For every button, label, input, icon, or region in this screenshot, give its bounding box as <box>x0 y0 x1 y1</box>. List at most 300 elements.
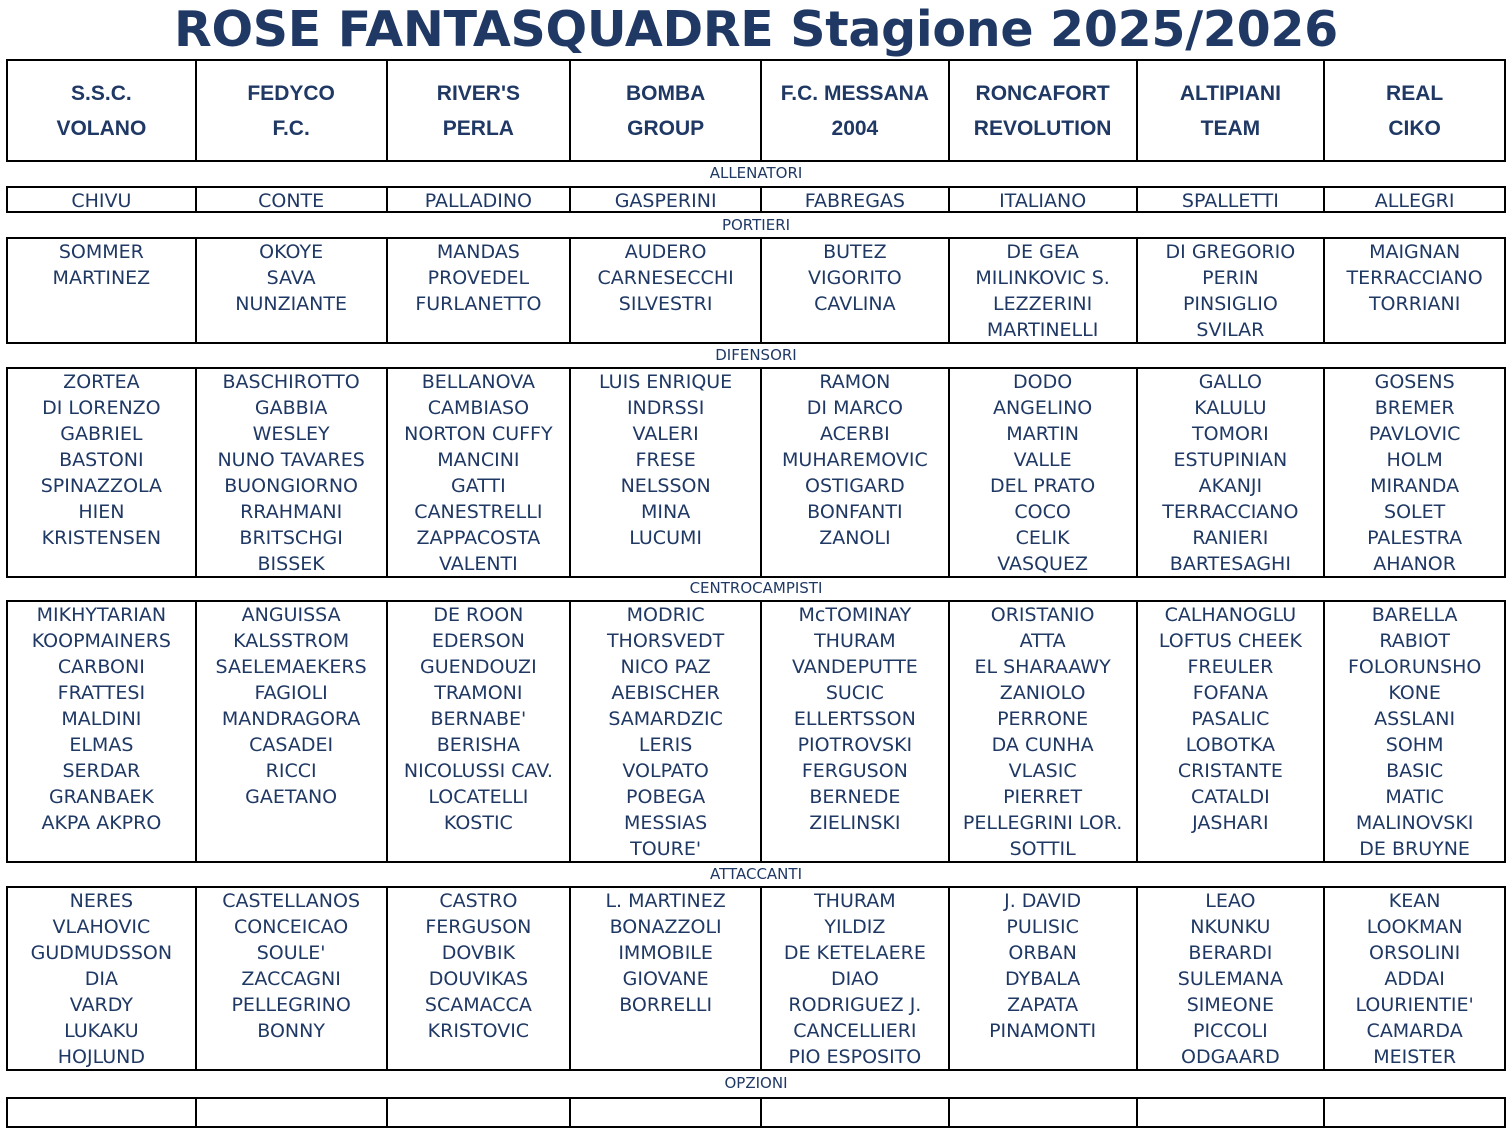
player-name: LUKAKU <box>64 1020 139 1042</box>
team-header-cell <box>950 61 1138 160</box>
player-name: MIRANDA <box>1370 475 1460 497</box>
section-label-opzioni: OPZIONI <box>724 1074 788 1092</box>
player-name: TERRACCIANO <box>1162 501 1299 523</box>
player-name: HOLM <box>1386 449 1443 471</box>
portieri-team-cell <box>1138 239 1326 342</box>
coach-name: CONTE <box>258 190 325 211</box>
team-name-line-2: TEAM <box>1200 116 1261 140</box>
coach-name: FABREGAS <box>804 190 905 211</box>
team-name-line-1: FEDYCO <box>247 81 335 105</box>
player-name: TOMORI <box>1192 423 1269 445</box>
attaccanti-team-cell <box>571 888 762 1069</box>
player-name: VALERI <box>632 423 699 445</box>
player-name: BASTONI <box>59 449 144 471</box>
team-header-cell <box>197 61 388 160</box>
team-name-line-2: F.C. <box>272 116 310 140</box>
difensori-team-cell <box>950 369 1138 576</box>
player-name: CAMARDA <box>1366 1020 1463 1042</box>
player-name: CARBONI <box>57 656 145 678</box>
player-name: MARTINEZ <box>52 267 151 289</box>
player-name: THURAM <box>814 630 896 652</box>
player-name: GUENDOUZI <box>420 656 537 678</box>
player-name: FOFANA <box>1192 682 1269 704</box>
player-name: OSTIGARD <box>804 475 905 497</box>
player-name: BERARDI <box>1188 942 1273 964</box>
player-name: LEZZERINI <box>993 293 1093 315</box>
centrocampisti-team-cell <box>1138 602 1326 861</box>
player-name: FAGIOLI <box>254 682 328 704</box>
player-name: MANDAS <box>436 241 520 263</box>
player-name: MINA <box>641 501 691 523</box>
player-name: DOUVIKAS <box>428 968 529 990</box>
section-difensori <box>6 367 1506 578</box>
player-name: ORISTANIO <box>990 604 1095 626</box>
player-name: FURLANETTO <box>415 293 542 315</box>
section-portieri <box>6 237 1506 344</box>
player-name: DYBALA <box>1005 968 1081 990</box>
player-name: VOLPATO <box>622 760 709 782</box>
player-name: PIERRET <box>1003 786 1083 808</box>
player-name: SOHM <box>1385 734 1444 756</box>
player-name: SIMEONE <box>1186 994 1274 1016</box>
player-name: TRAMONI <box>434 682 523 704</box>
team-header-row <box>6 59 1506 162</box>
portieri-team-cell <box>571 239 762 342</box>
allenatori-team-cell <box>1325 188 1506 211</box>
portieri-team-cell <box>8 239 197 342</box>
opzioni-team-cell <box>197 1099 388 1126</box>
player-name: KALSSTROM <box>233 630 350 652</box>
player-name: DE ROON <box>433 604 524 626</box>
section-centrocampisti <box>6 600 1506 863</box>
allenatori-team-cell <box>8 188 197 211</box>
portieri-team-cell <box>388 239 572 342</box>
player-name: LOCATELLI <box>428 786 529 808</box>
attaccanti-team-cell <box>1138 888 1326 1069</box>
player-name: MANDRAGORA <box>221 708 361 730</box>
portieri-team-cell <box>197 239 388 342</box>
player-name: DI LORENZO <box>42 397 161 419</box>
player-name: NUNO TAVARES <box>217 449 365 471</box>
player-name: NUNZIANTE <box>235 293 348 315</box>
difensori-team-cell <box>388 369 572 576</box>
player-name: BERNEDE <box>809 786 901 808</box>
player-name: CARNESECCHI <box>597 267 734 289</box>
player-name: McTOMINAY <box>798 604 912 626</box>
player-name: MUHAREMOVIC <box>782 449 928 471</box>
player-name: AHANOR <box>1373 553 1456 575</box>
player-name: AUDERO <box>624 241 707 263</box>
player-name: ACERBI <box>819 423 890 445</box>
player-name: HIEN <box>78 501 125 523</box>
difensori-team-cell <box>1138 369 1326 576</box>
team-name-line-1: REAL <box>1386 81 1444 105</box>
section-label-difensori: DIFENSORI <box>715 346 797 364</box>
player-name: SERDAR <box>62 760 141 782</box>
player-name: CELIK <box>1015 527 1070 549</box>
player-name: SILVESTRI <box>618 293 713 315</box>
section-allenatori <box>6 186 1506 213</box>
player-name: RABIOT <box>1379 630 1450 652</box>
player-name: KOOPMAINERS <box>31 630 171 652</box>
player-name: ORBAN <box>1008 942 1077 964</box>
player-name: ZANIOLO <box>999 682 1086 704</box>
player-name: DI MARCO <box>806 397 903 419</box>
opzioni-team-cell <box>571 1099 762 1126</box>
portieri-team-cell <box>1325 239 1506 342</box>
player-name: HOJLUND <box>57 1046 145 1068</box>
player-name: ELLERTSSON <box>793 708 916 730</box>
player-name: FOLORUNSHO <box>1347 656 1482 678</box>
player-name: RANIERI <box>1192 527 1269 549</box>
player-name: VALLE <box>1013 449 1072 471</box>
player-name: TOURE' <box>630 838 702 860</box>
player-name: ZORTEA <box>63 371 140 393</box>
coach-name: ALLEGRI <box>1374 190 1455 211</box>
player-name: BUTEZ <box>823 241 887 263</box>
player-name: NICOLUSSI CAV. <box>403 760 553 782</box>
team-name-line-1: S.S.C. <box>71 81 132 105</box>
player-name: PINAMONTI <box>989 1020 1097 1042</box>
portieri-team-cell <box>950 239 1138 342</box>
player-name: MALINOVSKI <box>1355 812 1474 834</box>
player-name: KRISTENSEN <box>41 527 162 549</box>
player-name: PALESTRA <box>1367 527 1463 549</box>
player-name: BASCHIROTTO <box>222 371 360 393</box>
section-label-allenatori: ALLENATORI <box>709 164 803 182</box>
player-name: OKOYE <box>259 241 324 263</box>
player-name: TERRACCIANO <box>1346 267 1483 289</box>
player-name: LOOKMAN <box>1366 916 1463 938</box>
player-name: BONNY <box>257 1020 325 1042</box>
player-name: SAMARDZIC <box>608 708 723 730</box>
player-name: J. DAVID <box>1004 890 1082 912</box>
player-name: LOBOTKA <box>1185 734 1275 756</box>
section-opzioni <box>6 1097 1506 1128</box>
player-name: EL SHARAAWY <box>974 656 1111 678</box>
player-name: FRESE <box>635 449 696 471</box>
player-name: LERIS <box>638 734 693 756</box>
player-name: ADDAI <box>1384 968 1445 990</box>
player-name: BARELLA <box>1371 604 1458 626</box>
attaccanti-team-cell <box>388 888 572 1069</box>
player-name: BERISHA <box>436 734 520 756</box>
difensori-team-cell <box>762 369 950 576</box>
player-name: NKUNKU <box>1190 916 1271 938</box>
team-name-line-2: REVOLUTION <box>973 116 1112 140</box>
opzioni-team-cell <box>1138 1099 1326 1126</box>
centrocampisti-team-cell <box>762 602 950 861</box>
player-name: CAVLINA <box>814 293 896 315</box>
player-name: ANGELINO <box>992 397 1093 419</box>
player-name: PICCOLI <box>1193 1020 1268 1042</box>
team-name-line-1: BOMBA <box>625 81 706 105</box>
player-name: ATTA <box>1019 630 1066 652</box>
player-name: PELLEGRINI LOR. <box>962 812 1123 834</box>
player-name: ODGAARD <box>1181 1046 1280 1068</box>
player-name: GABRIEL <box>60 423 143 445</box>
player-name: POBEGA <box>626 786 706 808</box>
team-name-line-1: F.C. MESSANA <box>780 81 929 105</box>
player-name: NICO PAZ <box>620 656 711 678</box>
difensori-team-cell <box>1325 369 1506 576</box>
player-name: NORTON CUFFY <box>404 423 553 445</box>
player-name: GAETANO <box>245 786 338 808</box>
page-title: ROSE FANTASQUADRE Stagione 2025/2026 <box>174 1 1338 58</box>
attaccanti-team-cell <box>1325 888 1506 1069</box>
player-name: MANCINI <box>437 449 520 471</box>
player-name: BONAZZOLI <box>609 916 722 938</box>
player-name: PERIN <box>1202 267 1259 289</box>
player-name: SOULE' <box>256 942 326 964</box>
section-attaccanti <box>6 886 1506 1071</box>
player-name: VARDY <box>69 994 133 1016</box>
player-name: FERGUSON <box>801 760 908 782</box>
player-name: DI GREGORIO <box>1165 241 1296 263</box>
player-name: ELMAS <box>69 734 134 756</box>
player-name: ZAPPACOSTA <box>416 527 541 549</box>
player-name: CALHANOGLU <box>1164 604 1297 626</box>
player-name: LOFTUS CHEEK <box>1158 630 1302 652</box>
player-name: DODO <box>1013 371 1073 393</box>
player-name: PAVLOVIC <box>1368 423 1461 445</box>
centrocampisti-team-cell <box>950 602 1138 861</box>
opzioni-team-cell <box>762 1099 950 1126</box>
player-name: VLASIC <box>1008 760 1077 782</box>
centrocampisti-team-cell <box>1325 602 1506 861</box>
player-name: BISSEK <box>257 553 325 575</box>
player-name: VLAHOVIC <box>52 916 151 938</box>
player-name: BARTESAGHI <box>1169 553 1291 575</box>
coach-name: ITALIANO <box>999 190 1087 211</box>
player-name: MAIGNAN <box>1369 241 1461 263</box>
player-name: KRISTOVIC <box>427 1020 530 1042</box>
player-name: GOSENS <box>1374 371 1455 393</box>
player-name: MIKHYTARIAN <box>36 604 167 626</box>
player-name: CASTELLANOS <box>222 890 361 912</box>
player-name: ZANOLI <box>819 527 891 549</box>
player-name: ANGUISSA <box>241 604 341 626</box>
player-name: LOURIENTIE' <box>1355 994 1474 1016</box>
player-name: SCAMACCA <box>424 994 532 1016</box>
player-name: BUONGIORNO <box>224 475 358 497</box>
player-name: THORSVEDT <box>606 630 725 652</box>
player-name: DEL PRATO <box>990 475 1096 497</box>
player-name: GRANBAEK <box>48 786 154 808</box>
player-name: L. MARTINEZ <box>605 890 726 912</box>
player-name: DA CUNHA <box>991 734 1094 756</box>
player-name: CANESTRELLI <box>414 501 543 523</box>
player-name: GALLO <box>1198 371 1262 393</box>
player-name: VASQUEZ <box>997 553 1088 575</box>
coach-name: PALLADINO <box>424 190 532 211</box>
player-name: BORRELLI <box>619 994 713 1016</box>
centrocampisti-team-cell <box>388 602 572 861</box>
attaccanti-team-cell <box>762 888 950 1069</box>
player-name: CONCEICAO <box>234 916 349 938</box>
player-name: SULEMANA <box>1177 968 1283 990</box>
player-name: PINSIGLIO <box>1182 293 1278 315</box>
player-name: SVILAR <box>1196 319 1265 341</box>
player-name: FREULER <box>1187 656 1274 678</box>
player-name: LUIS ENRIQUE <box>599 371 733 393</box>
team-name-line-2: 2004 <box>831 116 879 140</box>
player-name: CRISTANTE <box>1177 760 1283 782</box>
player-name: DE GEA <box>1006 241 1079 263</box>
player-name: DIA <box>84 968 118 990</box>
player-name: FERGUSON <box>425 916 532 938</box>
player-name: PROVEDEL <box>427 267 530 289</box>
player-name: VALENTI <box>438 553 518 575</box>
coach-name: CHIVU <box>71 190 132 211</box>
player-name: ORSOLINI <box>1369 942 1461 964</box>
allenatori-team-cell <box>950 188 1138 211</box>
player-name: MEISTER <box>1373 1046 1457 1068</box>
coach-name: SPALLETTI <box>1181 190 1279 211</box>
player-name: GATTI <box>451 475 506 497</box>
player-name: PELLEGRINO <box>231 994 351 1016</box>
allenatori-team-cell <box>1138 188 1326 211</box>
player-name: DIAO <box>830 968 879 990</box>
player-name: PASALIC <box>1191 708 1270 730</box>
player-name: KALULU <box>1194 397 1267 419</box>
player-name: RAMON <box>819 371 891 393</box>
player-name: GABBIA <box>254 397 328 419</box>
player-name: BASIC <box>1386 760 1444 782</box>
section-label-portieri: PORTIERI <box>721 216 791 234</box>
allenatori-team-cell <box>762 188 950 211</box>
team-header-cell <box>8 61 197 160</box>
player-name: KEAN <box>1388 890 1441 912</box>
player-name: NELSSON <box>620 475 711 497</box>
team-name-line-2: VOLANO <box>56 116 147 140</box>
section-label-attaccanti: ATTACCANTI <box>709 865 802 883</box>
player-name: SOLET <box>1384 501 1446 523</box>
player-name: NERES <box>69 890 134 912</box>
opzioni-team-cell <box>8 1099 197 1126</box>
player-name: SOMMER <box>58 241 144 263</box>
player-name: AKANJI <box>1198 475 1263 497</box>
difensori-team-cell <box>8 369 197 576</box>
player-name: JASHARI <box>1192 812 1269 834</box>
player-name: LUCUMI <box>629 527 702 549</box>
centrocampisti-team-cell <box>197 602 388 861</box>
team-name-line-1: RONCAFORT <box>975 81 1110 105</box>
player-name: RRAHMANI <box>240 501 343 523</box>
allenatori-team-cell <box>388 188 572 211</box>
opzioni-team-cell <box>388 1099 572 1126</box>
attaccanti-team-cell <box>950 888 1138 1069</box>
team-header-cell <box>571 61 762 160</box>
difensori-team-cell <box>571 369 762 576</box>
player-name: SAELEMAEKERS <box>215 656 367 678</box>
player-name: CASTRO <box>439 890 518 912</box>
team-name-line-2: CIKO <box>1388 116 1441 140</box>
player-name: MATIC <box>1385 786 1444 808</box>
player-name: YILDIZ <box>824 916 886 938</box>
player-name: WESLEY <box>252 423 330 445</box>
player-name: SAVA <box>266 267 316 289</box>
player-name: COCO <box>1014 501 1071 523</box>
player-name: MALDINI <box>61 708 142 730</box>
player-name: SPINAZZOLA <box>40 475 163 497</box>
player-name: MESSIAS <box>624 812 708 834</box>
difensori-team-cell <box>197 369 388 576</box>
attaccanti-team-cell <box>197 888 388 1069</box>
player-name: SUCIC <box>825 682 884 704</box>
player-name: BREMER <box>1374 397 1455 419</box>
player-name: SOTTIL <box>1009 838 1076 860</box>
player-name: RICCI <box>265 760 317 782</box>
player-name: VANDEPUTTE <box>791 656 918 678</box>
player-name: ESTUPINIAN <box>1173 449 1288 471</box>
player-name: MILINKOVIC S. <box>975 267 1110 289</box>
player-name: BERNABE' <box>430 708 527 730</box>
player-name: TORRIANI <box>1368 293 1461 315</box>
player-name: THURAM <box>814 890 896 912</box>
team-header-cell <box>762 61 950 160</box>
centrocampisti-team-cell <box>8 602 197 861</box>
team-name-line-2: GROUP <box>627 116 705 140</box>
team-name-line-1: ALTIPIANI <box>1179 81 1281 105</box>
portieri-team-cell <box>762 239 950 342</box>
opzioni-team-cell <box>1325 1099 1506 1126</box>
team-header-cell <box>1138 61 1326 160</box>
player-name: RODRIGUEZ J. <box>788 994 922 1016</box>
player-name: DE KETELAERE <box>783 942 926 964</box>
team-name-line-1: RIVER'S <box>436 81 520 105</box>
player-name: VIGORITO <box>808 267 902 289</box>
player-name: ZIELINSKI <box>809 812 901 834</box>
player-name: MARTINELLI <box>986 319 1099 341</box>
player-name: ZAPATA <box>1007 994 1079 1016</box>
player-name: DE BRUYNE <box>1359 838 1470 860</box>
team-header-cell <box>1325 61 1506 160</box>
coach-name: GASPERINI <box>614 190 717 211</box>
player-name: PERRONE <box>997 708 1089 730</box>
player-name: BRITSCHGI <box>239 527 343 549</box>
centrocampisti-team-cell <box>571 602 762 861</box>
player-name: BONFANTI <box>807 501 903 523</box>
player-name: AEBISCHER <box>611 682 720 704</box>
player-name: GUDMUDSSON <box>30 942 173 964</box>
allenatori-team-cell <box>197 188 388 211</box>
player-name: FRATTESI <box>57 682 146 704</box>
player-name: IMMOBILE <box>618 942 713 964</box>
player-name: MARTIN <box>1006 423 1079 445</box>
player-name: DOVBIK <box>441 942 516 964</box>
player-name: CATALDI <box>1191 786 1270 808</box>
section-label-centrocampisti: CENTROCAMPISTI <box>689 579 823 597</box>
team-header-cell <box>388 61 572 160</box>
player-name: CAMBIASO <box>427 397 530 419</box>
player-name: EDERSON <box>431 630 525 652</box>
player-name: LEAO <box>1205 890 1256 912</box>
player-name: MODRIC <box>626 604 705 626</box>
player-name: INDRSSI <box>626 397 705 419</box>
player-name: ZACCAGNI <box>241 968 341 990</box>
player-name: CANCELLIERI <box>793 1020 917 1042</box>
player-name: PULISIC <box>1006 916 1079 938</box>
attaccanti-team-cell <box>8 888 197 1069</box>
player-name: PIOTROVSKI <box>797 734 913 756</box>
player-name: GIOVANE <box>622 968 709 990</box>
team-name-line-2: PERLA <box>442 116 514 140</box>
player-name: PIO ESPOSITO <box>788 1046 922 1068</box>
allenatori-team-cell <box>571 188 762 211</box>
player-name: CASADEI <box>249 734 334 756</box>
player-name: BELLANOVA <box>421 371 535 393</box>
